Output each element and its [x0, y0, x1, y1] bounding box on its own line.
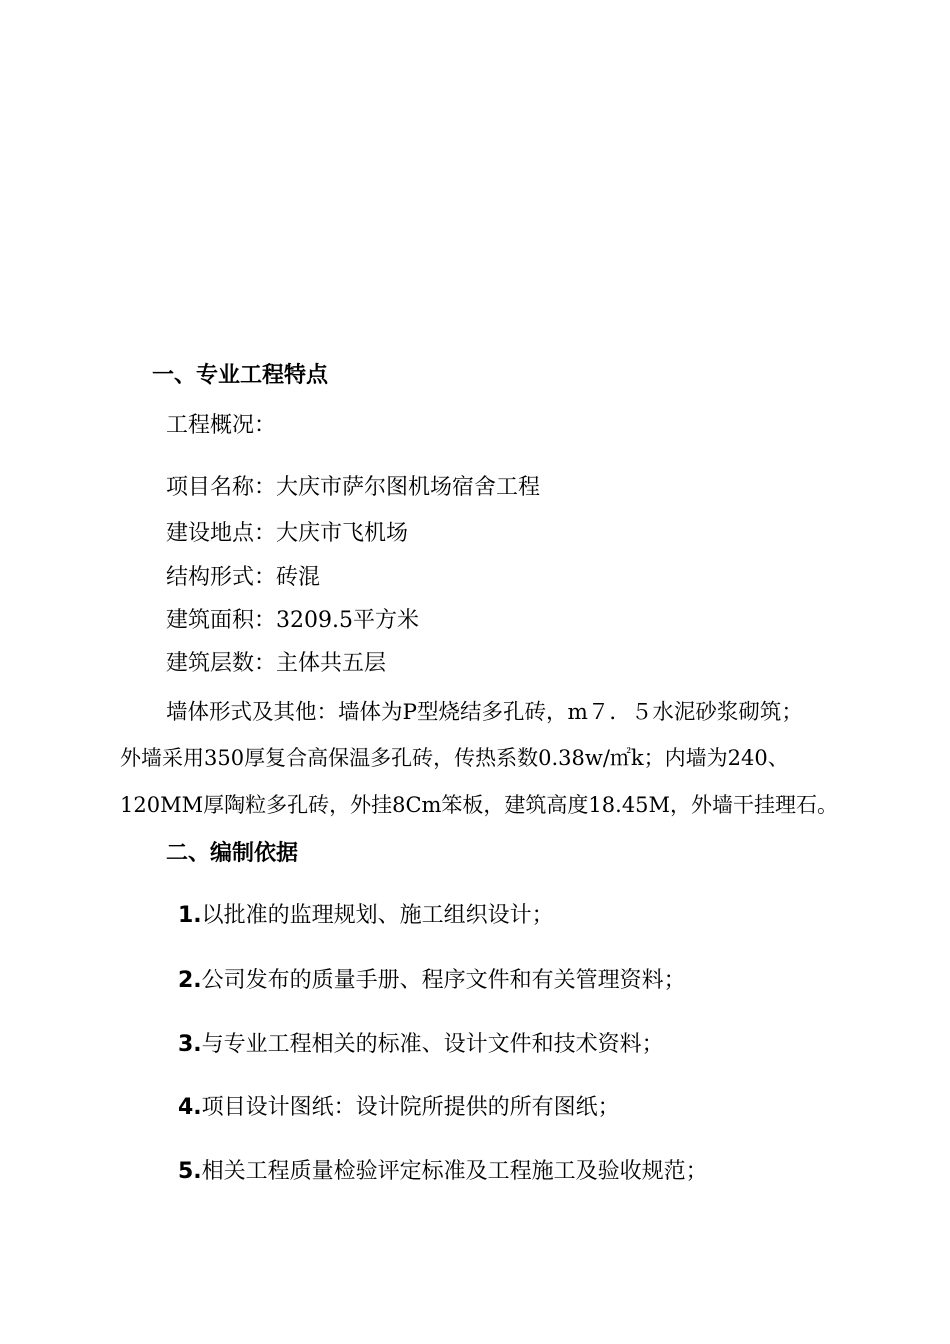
basis-item-text: 以批准的监理规划、施工组织设计； — [201, 903, 554, 928]
wall-description-line-1: 墙体形式及其他：墙体为P型烧结多孔砖，m７．５水泥砂浆砌筑； — [166, 700, 803, 725]
basis-item-text: 相关工程质量检验评定标准及工程施工及验收规范； — [201, 1159, 708, 1184]
basis-item — [178, 902, 554, 930]
basis-item-number: 5. — [178, 1159, 202, 1184]
section-1-heading: 一、专业工程特点 — [152, 363, 329, 388]
area-line: 建筑面积：3209.5平方米 — [166, 608, 419, 633]
basis-item-text: 与专业工程相关的标准、设计文件和技术资料； — [201, 1032, 664, 1057]
basis-item-text: 公司发布的质量手册、程序文件和有关管理资料； — [201, 968, 686, 993]
wall-description-line-2: 外墙采用350厚复合高保温多孔砖，传热系数0.38w/㎡k；内墙为240、 — [120, 746, 789, 770]
location-line: 建设地点：大庆市飞机场 — [166, 521, 409, 546]
basis-item — [178, 1094, 620, 1122]
basis-item — [178, 1158, 708, 1186]
basis-item-text: 项目设计图纸：设计院所提供的所有图纸； — [201, 1095, 620, 1120]
project-name-line: 项目名称：大庆市萨尔图机场宿舍工程 — [166, 475, 541, 500]
basis-item — [178, 1031, 664, 1059]
basis-item-number: 2. — [178, 968, 202, 993]
floors-line: 建筑层数：主体共五层 — [166, 651, 387, 676]
basis-item-number: 3. — [178, 1032, 202, 1057]
section-2-heading: 二、编制依据 — [166, 841, 299, 866]
basis-item-number: 4. — [178, 1095, 202, 1120]
wall-description-line-3: 120MM厚陶粒多孔砖，外挂8Cm笨板，建筑高度18.45M，外墙干挂理石。 — [120, 793, 839, 817]
basis-item — [178, 967, 686, 995]
structure-line: 结构形式：砖混 — [166, 565, 321, 590]
basis-item-number: 1. — [178, 903, 202, 928]
overview-label: 工程概况： — [166, 413, 277, 438]
